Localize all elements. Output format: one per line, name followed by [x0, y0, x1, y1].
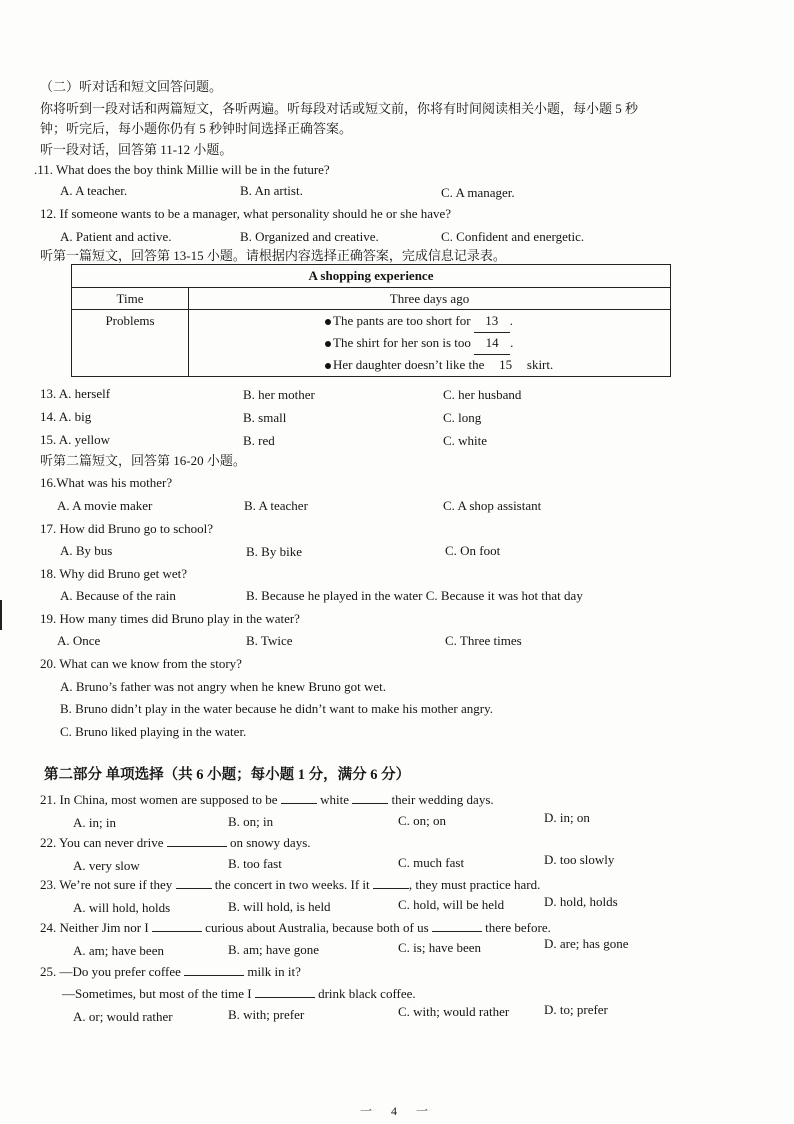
problem-end: skirt. — [526, 357, 554, 372]
q15-option-a[interactable]: 15. A. yellow — [40, 432, 111, 447]
q24-text-2: curious about Australia, because both of us — [205, 920, 429, 935]
q23-option-c[interactable]: C. hold, will be held — [398, 897, 505, 912]
bullet-icon — [325, 341, 331, 347]
bullet-icon — [325, 319, 331, 325]
q21-text-2: white — [320, 792, 349, 807]
q23-option-a[interactable]: A. will hold, holds — [73, 900, 171, 915]
q22-option-b[interactable]: B. too fast — [228, 856, 282, 871]
q16-option-b[interactable]: B. A teacher — [244, 498, 308, 513]
q20-option-a[interactable]: A. Bruno’s father was not angry when he knew Bruno got wet. — [60, 679, 387, 694]
q24-option-a[interactable]: A. am; have been — [73, 943, 164, 958]
question-21 — [40, 792, 494, 808]
q24-text-3: there before. — [485, 920, 551, 935]
q11-option-c[interactable]: C. A manager. — [441, 185, 515, 200]
question-11: .11. What does the boy think Millie will be in the future? — [34, 162, 330, 177]
q16-option-a[interactable]: A. A movie maker — [57, 498, 153, 513]
q21-option-c[interactable]: C. on; on — [398, 813, 447, 828]
part-2-heading: 第二部分 单项选择（共 6 小题；每小题 1 分，满分 6 分） — [44, 767, 411, 783]
q20-option-b[interactable]: B. Bruno didn’t play in the water because he didn’t want to make his mother angry. — [60, 701, 493, 716]
q25-reply-text-1: —Sometimes, but most of the time I — [62, 986, 252, 1001]
q18-option-a[interactable]: A. Because of the rain — [60, 588, 176, 603]
q21-text-1: 21. In China, most women are supposed to be — [40, 792, 278, 807]
passage-1-intro: 听第一篇短文，回答第 13-15 小题。请根据内容选择正确答案，完成信息记录表。 — [40, 248, 506, 263]
problem-item-13 — [325, 310, 670, 332]
q21-text-3: their wedding days. — [391, 792, 494, 807]
question-23 — [40, 877, 540, 893]
instructions-line-2: 钟；听完后，每小题你仍有 5 秒钟时间选择正确答案。 — [40, 121, 353, 136]
question-12: 12. If someone wants to be a manager, what personality should he or she have? — [40, 206, 452, 221]
q23-option-d[interactable]: D. hold, holds — [544, 894, 618, 909]
table-time-value: Three days ago — [189, 288, 671, 310]
q19-option-c[interactable]: C. Three times — [445, 633, 522, 648]
q20-option-c[interactable]: C. Bruno liked playing in the water. — [60, 724, 247, 739]
q22-text-1: 22. You can never drive — [40, 835, 164, 850]
q24-option-d[interactable]: D. are; has gone — [544, 936, 629, 951]
table-problems-label: Problems — [72, 310, 189, 377]
dialog-intro: 听一段对话，回答第 11-12 小题。 — [40, 142, 233, 157]
problem-text: Her daughter doesn’t like the — [333, 357, 485, 372]
problem-text: The shirt for her son is too — [333, 335, 471, 350]
blank-15[interactable]: 15 — [488, 354, 524, 377]
table-time-label: Time — [72, 288, 189, 310]
binding-margin-mark — [0, 600, 2, 630]
section-heading: （二）听对话和短文回答问题。 — [40, 79, 223, 94]
question-24 — [40, 920, 551, 936]
q24-option-c[interactable]: C. is; have been — [398, 940, 482, 955]
q23-text-3: , they must practice hard. — [408, 877, 541, 892]
question-25-reply — [62, 986, 416, 1002]
q22-option-a[interactable]: A. very slow — [73, 858, 140, 873]
q21-option-d[interactable]: D. in; on — [544, 810, 590, 825]
q22-option-d[interactable]: D. too slowly — [544, 852, 615, 867]
q12-option-c[interactable]: C. Confident and energetic. — [441, 229, 585, 244]
q14-option-a[interactable]: 14. A. big — [40, 409, 92, 424]
q17-option-a[interactable]: A. By bus — [60, 543, 113, 558]
q19-option-b[interactable]: B. Twice — [246, 633, 293, 648]
q25-blank-2[interactable] — [255, 997, 315, 998]
problem-item-15 — [325, 354, 670, 376]
q18-option-bc[interactable]: B. Because he played in the water C. Because it was hot that day — [246, 588, 583, 603]
q14-option-b[interactable]: B. small — [243, 410, 287, 425]
instructions-line-1: 你将听到一段对话和两篇短文，各听两遍。听每段对话或短文前，你将有时间阅读相关小题，每小题 5 秒 — [40, 101, 639, 116]
q25-option-b[interactable]: B. with; prefer — [228, 1007, 305, 1022]
q25-reply-text-2: drink black coffee. — [318, 986, 416, 1001]
q17-option-c[interactable]: C. On foot — [445, 543, 501, 558]
page-number: 一 4 一 — [360, 1104, 437, 1118]
q25-option-d[interactable]: D. to; prefer — [544, 1002, 608, 1017]
q11-option-b[interactable]: B. An artist. — [240, 183, 303, 198]
q25-option-c[interactable]: C. with; would rather — [398, 1004, 510, 1019]
q25-text-2: milk in it? — [247, 964, 301, 979]
q24-blank-2[interactable] — [432, 931, 482, 932]
q23-text-1: 23. We’re not sure if they — [40, 877, 173, 892]
q16-option-c[interactable]: C. A shop assistant — [443, 498, 542, 513]
q23-text-2: the concert in two weeks. If it — [214, 877, 370, 892]
q13-option-b[interactable]: B. her mother — [243, 387, 315, 402]
blank-14[interactable]: 14 — [474, 332, 510, 355]
question-17: 17. How did Bruno go to school? — [40, 521, 213, 536]
q13-option-a[interactable]: 13. A. herself — [40, 386, 111, 401]
table-problems-list — [189, 310, 671, 377]
question-22 — [40, 835, 311, 851]
q14-option-c[interactable]: C. long — [443, 410, 482, 425]
q19-option-a[interactable]: A. Once — [57, 633, 101, 648]
problem-end: . — [510, 335, 514, 350]
q23-blank-2[interactable] — [373, 888, 409, 889]
q11-option-a[interactable]: A. A teacher. — [60, 183, 128, 198]
q25-blank-1[interactable] — [184, 975, 244, 976]
q23-option-b[interactable]: B. will hold, is held — [228, 899, 331, 914]
q25-text-1: 25. —Do you prefer coffee — [40, 964, 181, 979]
q21-blank-2[interactable] — [352, 803, 388, 804]
problem-text: The pants are too short for — [333, 313, 471, 328]
q12-option-a[interactable]: A. Patient and active. — [60, 229, 172, 244]
q13-option-c[interactable]: C. her husband — [443, 387, 522, 402]
q21-blank-1[interactable] — [281, 803, 317, 804]
q15-option-c[interactable]: C. white — [443, 433, 488, 448]
question-25 — [40, 964, 301, 980]
q22-option-c[interactable]: C. much fast — [398, 855, 465, 870]
question-19: 19. How many times did Bruno play in the water? — [40, 611, 300, 626]
q17-option-b[interactable]: B. By bike — [246, 544, 302, 559]
q15-option-b[interactable]: B. red — [243, 433, 275, 448]
q24-text-1: 24. Neither Jim nor I — [40, 920, 149, 935]
q21-option-a[interactable]: A. in; in — [73, 815, 116, 830]
q22-blank[interactable] — [167, 846, 227, 847]
q21-option-b[interactable]: B. on; in — [228, 814, 274, 829]
bullet-icon — [325, 363, 331, 369]
question-20: 20. What can we know from the story? — [40, 656, 242, 671]
q24-option-b[interactable]: B. am; have gone — [228, 942, 319, 957]
q24-blank-1[interactable] — [152, 931, 202, 932]
question-16: 16.What was his mother? — [40, 475, 173, 490]
question-18: 18. Why did Bruno get wet? — [40, 566, 188, 581]
q23-blank-1[interactable] — [176, 888, 212, 889]
problem-item-14 — [325, 332, 670, 354]
blank-13[interactable]: 13 — [474, 310, 510, 333]
passage-2-intro: 听第二篇短文，回答第 16-20 小题。 — [40, 453, 246, 468]
problem-end: . — [509, 313, 514, 328]
q22-text-2: on snowy days. — [229, 835, 311, 850]
q25-option-a[interactable]: A. or; would rather — [73, 1009, 173, 1024]
info-record-table — [71, 264, 671, 377]
q12-option-b[interactable]: B. Organized and creative. — [240, 229, 379, 244]
table-title: A shopping experience — [72, 265, 671, 288]
